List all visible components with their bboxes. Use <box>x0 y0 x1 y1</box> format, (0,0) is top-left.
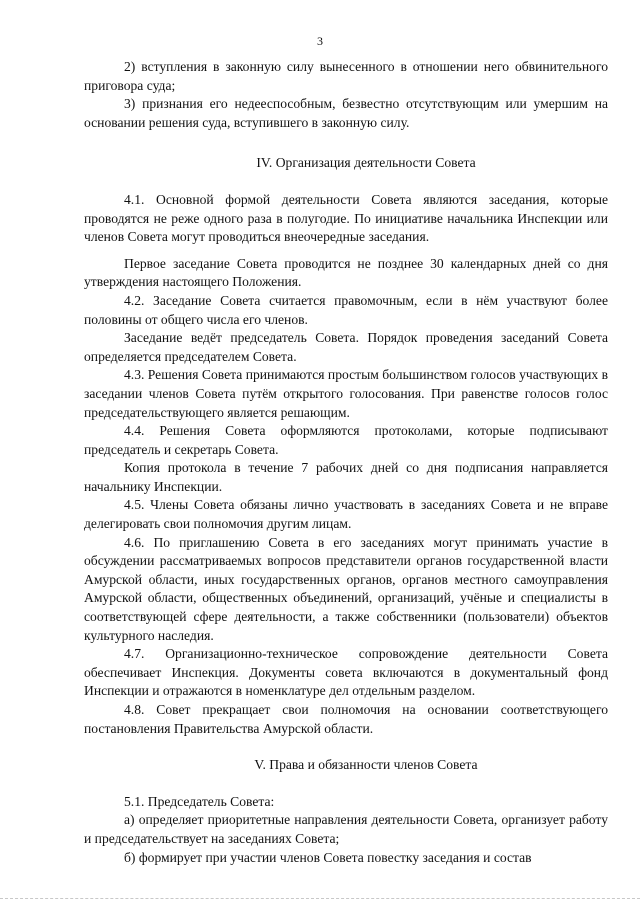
paragraph-4-4: 4.4. Решения Совета оформляются протоколами, которые подписывают председатель и секретарь Совета. <box>84 423 608 457</box>
page-bottom-edge <box>0 898 640 902</box>
paragraph-protocol-copy: Копия протокола в течение 7 рабочих дней со дня подписания направляется начальнику Инспекции. <box>84 460 608 494</box>
paragraph-first-meeting: Первое заседание Совета проводится не позднее 30 календарных дней со дня утверждения настоящего Положения. <box>84 255 608 290</box>
paragraph-item-3: 3) признания его недееспособным, безвестно отсутствующим или умершим на основании решения суда, вступившего в законную силу. <box>84 96 608 130</box>
paragraph-4-7: 4.7. Организационно-техническое сопровождение деятельности Совета обеспечивает Инспекция. Документы совета включаются в документальный фонд Инспекции и отражаются в номенклатуре дел отдельным разделом. <box>84 646 608 699</box>
section-heading-iv: IV. Организация деятельности Совета <box>256 155 476 171</box>
paragraph-4-2: 4.2. Заседание Совета считается правомочным, если в нём участвуют более половины от общего числа его членов. <box>84 292 608 327</box>
paragraph-4-8: 4.8. Совет прекращает свои полномочия на основании соответствующего постановления Правительства Амурской области. <box>84 702 608 736</box>
paragraph-4-3: 4.3. Решения Совета принимаются простым большинством голосов участвующих в заседании членов Совета путём открытого голосования. При равенстве голосов голос председательствующего является решающим. <box>84 367 608 420</box>
paragraph-4-6: 4.6. По приглашению Совета в его заседаниях могут принимать участие в обсуждении рассматриваемых вопросов представители органов государственной власти Амурской области, иных государственных органов, органов местного самоуправления Амурской области, общественных объединений, организаций, учёные и специалисты в соответствующей сфере деятельности, а также собственники (пользователи) объектов культурного наследия. <box>84 534 608 643</box>
paragraph-5-1-a: а) определяет приоритетные направления деятельности Совета, организует работу и председательствует на заседаниях Совета; <box>84 812 608 846</box>
page-number: 3 <box>317 34 323 48</box>
paragraph-4-1: 4.1. Основной формой деятельности Совета являются заседания, которые проводятся не реже одного раза в полугодие. По инициативе начальника Инспекции или членов Совета могут проводиться внеочередные заседания. <box>84 191 608 245</box>
paragraph-5-1-b: б) формирует при участии членов Совета повестку заседания и состав <box>124 849 532 865</box>
paragraph-item-2: 2) вступления в законную силу вынесенного в отношении него обвинительного приговора суда; <box>84 59 608 93</box>
document-body <box>84 58 608 867</box>
section-heading-v: V. Права и обязанности членов Совета <box>254 757 478 773</box>
paragraph-chairman-conducts: Заседание ведёт председатель Совета. Порядок проведения заседаний Совета определяется председателем Совета. <box>84 330 608 364</box>
paragraph-4-5: 4.5. Члены Совета обязаны лично участвовать в заседаниях Совета и не вправе делегировать свои полномочия другим лицам. <box>84 497 608 532</box>
paragraph-5-1: 5.1. Председатель Совета: <box>124 793 275 809</box>
